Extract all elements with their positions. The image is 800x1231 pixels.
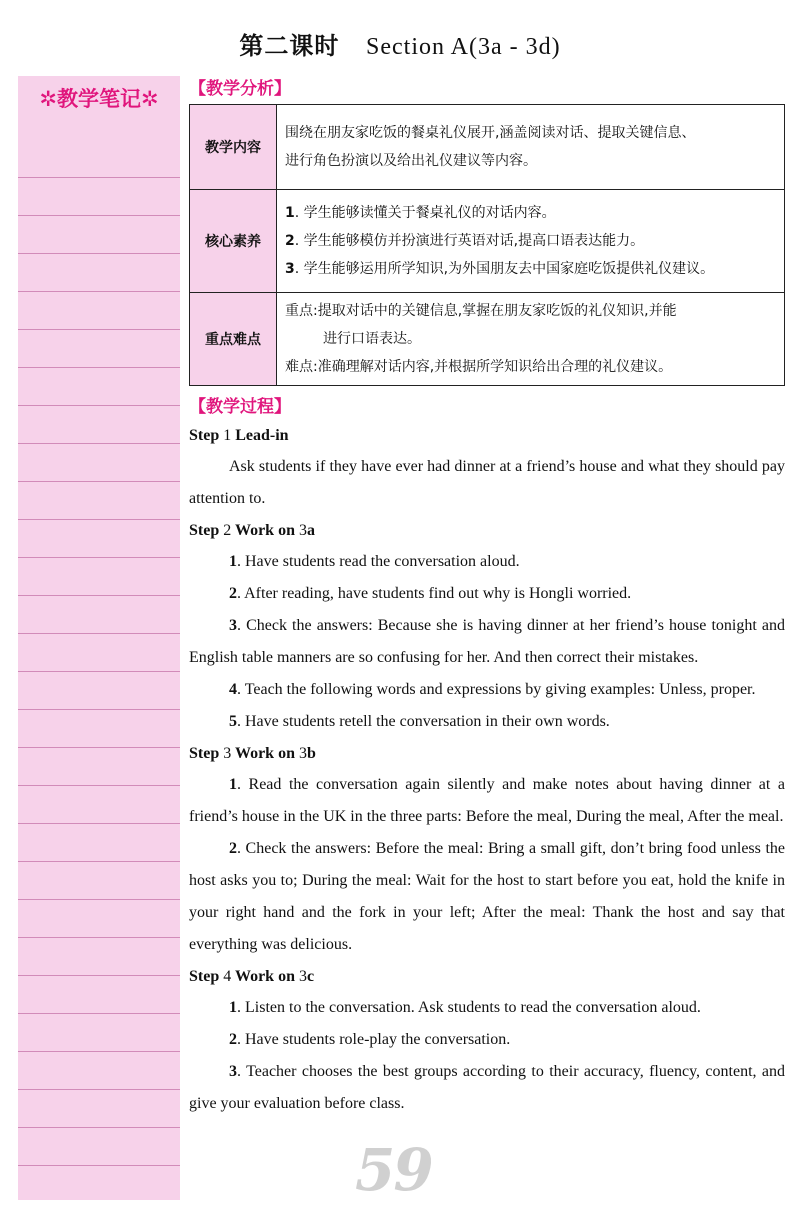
page-title — [0, 26, 800, 61]
list-item: 1. Listen to the conversation. Ask students to read the conversation aloud. — [229, 999, 701, 1016]
process-heading: 【教学过程】 — [189, 397, 291, 417]
main-content — [189, 76, 785, 1120]
page-number: 59 — [355, 1136, 432, 1204]
lesson-title: 第二课时 — [239, 32, 340, 60]
teaching-notes-column — [18, 76, 180, 1200]
list-item: 1. Have students read the conversation aloud. — [229, 553, 520, 570]
analysis-table — [189, 104, 785, 386]
row-label: 重点难点 — [190, 293, 277, 386]
table-row — [190, 293, 785, 386]
list-item: 2. Check the answers: Before the meal: Bring a small gift, don’t bring food unless the host asks you to; During the meal: Wait for the host to start before you eat, hold the knife in your right hand and the fork in your left; After the meal: Thank the host and say that everything was delicious. — [189, 840, 785, 953]
row-content — [277, 293, 785, 386]
list-item: 2. 学生能够模仿并扮演进行英语对话,提高口语表达能力。 — [285, 233, 645, 249]
list-item: 2. Have students role-play the conversation. — [229, 1031, 511, 1048]
row-content — [277, 105, 785, 190]
list-item: 4. Teach the following words and expressions by giving examples: Unless, proper. — [229, 681, 756, 698]
content-line: 进行角色扮演以及给出礼仪建议等内容。 — [285, 153, 537, 169]
notes-ruled-lines — [18, 140, 180, 1200]
list-item: 2. After reading, have students find out why is Hongli worried. — [229, 585, 632, 602]
step-heading: Step 3 Work on 3b — [189, 745, 316, 762]
list-item: 5. Have students retell the conversation in their own words. — [229, 713, 610, 730]
content-line: 重点:提取对话中的关键信息,掌握在朋友家吃饭的礼仪知识,并能 — [285, 303, 677, 319]
row-label: 核心素养 — [190, 190, 277, 293]
list-item: 1. Read the conversation again silently and make notes about having dinner at a friend’s house in the UK in the three parts: Before the meal, During the meal, After the meal. — [189, 776, 785, 825]
section-title: Section A(3a - 3d) — [366, 34, 561, 60]
process-body — [189, 420, 785, 1120]
paragraph: Ask students if they have ever had dinner at a friend’s house and what they should pay attention to. — [189, 458, 785, 507]
notes-title: ✲教学笔记✲ — [39, 87, 159, 111]
analysis-heading: 【教学分析】 — [189, 79, 291, 99]
list-item: 3. Check the answers: Because she is having dinner at her friend’s house tonight and English table manners are so confusing for her. And then correct their mistakes. — [189, 617, 785, 666]
row-content — [277, 190, 785, 293]
table-row — [190, 105, 785, 190]
row-label: 教学内容 — [190, 105, 277, 190]
step-heading: Step 4 Work on 3c — [189, 968, 315, 985]
list-item: 3. 学生能够运用所学知识,为外国朋友去中国家庭吃饭提供礼仪建议。 — [285, 261, 715, 277]
content-line: 围绕在朋友家吃饭的餐桌礼仪展开,涵盖阅读对话、提取关键信息、 — [285, 125, 696, 141]
step-heading: Step 1 Lead-in — [189, 427, 289, 444]
list-item: 3. Teacher chooses the best groups according to their accuracy, fluency, content, and give your evaluation before class. — [189, 1063, 785, 1112]
content-line: 难点:准确理解对话内容,并根据所学知识给出合理的礼仪建议。 — [285, 359, 673, 375]
list-item: 1. 学生能够读懂关于餐桌礼仪的对话内容。 — [285, 205, 556, 221]
table-row — [190, 190, 785, 293]
content-line: 进行口语表达。 — [323, 331, 421, 347]
step-heading: Step 2 Work on 3a — [189, 522, 315, 539]
